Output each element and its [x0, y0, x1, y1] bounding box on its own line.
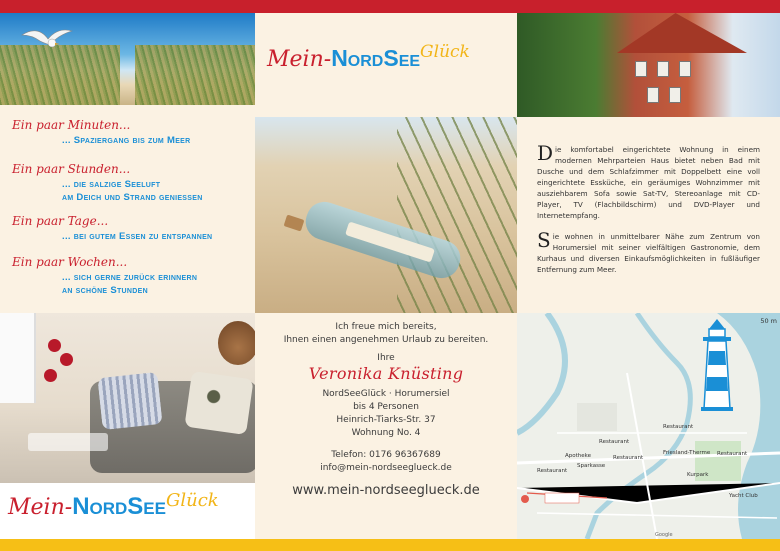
window	[0, 313, 36, 403]
left-panel	[0, 13, 255, 539]
logo-mein: Mein-	[8, 495, 73, 520]
email-link[interactable]: info@mein-nordseeglueck.de	[320, 463, 452, 473]
logo-nordsee: NordSee	[72, 493, 166, 520]
greeting-line: Ihnen einen angenehmen Urlaub zu bereiten.	[283, 335, 489, 345]
description-paragraph: ie wohnen in unmittelbarer Nähe zum Zentrum von Horumersiel mit seiner vielfältigen Gastronomie, dem Kurhaus und diversen Einkaufsmöglichkeiten in fußläufiger Entfernung zum Meer.	[537, 232, 760, 274]
house-window	[657, 61, 669, 77]
closing-text: Ihre	[377, 353, 395, 363]
logo-gluck: Glück	[420, 42, 470, 62]
address-line: Wohnung No. 4	[351, 428, 421, 438]
slogan-minutes	[12, 118, 191, 147]
glass-table	[28, 433, 108, 451]
contact-block	[255, 313, 517, 539]
slogan-days	[12, 214, 212, 243]
greeting-line: Ich freue mich bereits,	[335, 322, 437, 332]
map-label: Sparkasse	[577, 463, 606, 469]
house-window	[679, 61, 691, 77]
address-line: bis 4 Personen	[353, 402, 419, 412]
house-window	[647, 87, 659, 103]
striped-pillow	[97, 372, 162, 430]
slogan-script: Ein paar Tage...	[12, 214, 109, 228]
map-label: Restaurant	[663, 424, 694, 430]
center-panel	[255, 13, 517, 539]
living-room-photo	[0, 313, 255, 483]
dune-grass-right	[135, 45, 255, 105]
signature: Veronika Knüsting	[308, 364, 464, 383]
logo-gluck: Glück	[165, 490, 219, 511]
drop-cap: D	[537, 141, 554, 165]
map-graphic	[517, 313, 780, 539]
logo-nordsee: NordSee	[331, 45, 421, 71]
teddy-bear	[218, 321, 255, 365]
map-label: Yacht Club	[729, 493, 758, 499]
map-attribution: Google	[655, 532, 673, 538]
logo-mein: Mein-	[267, 47, 332, 72]
location-map[interactable]	[517, 313, 780, 539]
cork	[284, 215, 305, 232]
slogan-weeks	[12, 255, 197, 297]
seagull-icon	[20, 23, 74, 63]
slogan-text: ... Spaziergang bis zum Meer	[62, 135, 191, 146]
map-scale: 50 m	[760, 317, 777, 325]
brand-logo	[8, 490, 219, 521]
map-label: Apotheke	[565, 453, 592, 459]
map-label: Restaurant	[599, 439, 630, 445]
slogan-script: Ein paar Stunden...	[12, 162, 131, 176]
leaf-pillow	[184, 371, 253, 435]
slogan-list	[0, 105, 255, 313]
house-window	[669, 87, 681, 103]
apartment-description	[517, 117, 780, 313]
message-in-bottle-photo	[255, 117, 517, 313]
address-line: Heinrich-Tiarks-Str. 37	[336, 415, 436, 425]
phone: Telefon: 0176 96367689	[331, 450, 441, 460]
slogan-text: ... bei gutem Essen zu entspannen	[62, 231, 213, 242]
header-logo-box	[255, 13, 517, 117]
slogan-script: Ein paar Wochen...	[12, 255, 128, 269]
slogan-text: am Deich und Strand geniessen	[62, 192, 203, 203]
beach-grass	[397, 117, 517, 313]
map-label: Friesland-Therme	[663, 450, 711, 456]
bottom-yellow-bar	[0, 539, 780, 551]
house-photo	[517, 13, 780, 117]
map-label: Restaurant	[717, 451, 748, 457]
house-window	[635, 61, 647, 77]
right-panel	[517, 13, 780, 539]
slogan-script: Ein paar Minuten...	[12, 118, 131, 132]
drop-cap: S	[537, 228, 551, 252]
description-paragraph: ie komfortabel eingerichtete Wohnung in einem modernen Mehrparteien Haus bietet neben Bad mit Dusche und dem Schlafzimmer mit Doppelbett eine voll eingerichtete Essküche, ein geräumiges Wohnzimmer mit ausziehbarem Sofa sowie Sat-TV, Stereoanlage mit CD-Player, TV (Flachbildschirm) und DVD-Player und Internetempfang.	[537, 145, 760, 220]
slogan-text: an schöne Stunden	[62, 285, 148, 296]
map-label: Kurpark	[687, 472, 709, 478]
website-link[interactable]: www.mein-nordseeglueck.de	[292, 483, 480, 498]
slogan-hours	[12, 162, 203, 204]
footer-logo-box	[0, 483, 255, 539]
lighthouse-icon	[697, 313, 737, 413]
address-line: NordSeeGlück · Horumersiel	[322, 389, 450, 399]
roof	[617, 13, 747, 53]
top-red-bar	[0, 0, 780, 13]
slogan-text: ... sich gerne zurück erinnern	[62, 272, 198, 283]
brand-logo	[267, 42, 470, 72]
beach-photo	[0, 13, 255, 105]
map-label: Restaurant	[613, 455, 644, 461]
map-label: Restaurant	[537, 468, 568, 474]
slogan-text: ... die salzige Seeluft	[62, 179, 161, 190]
